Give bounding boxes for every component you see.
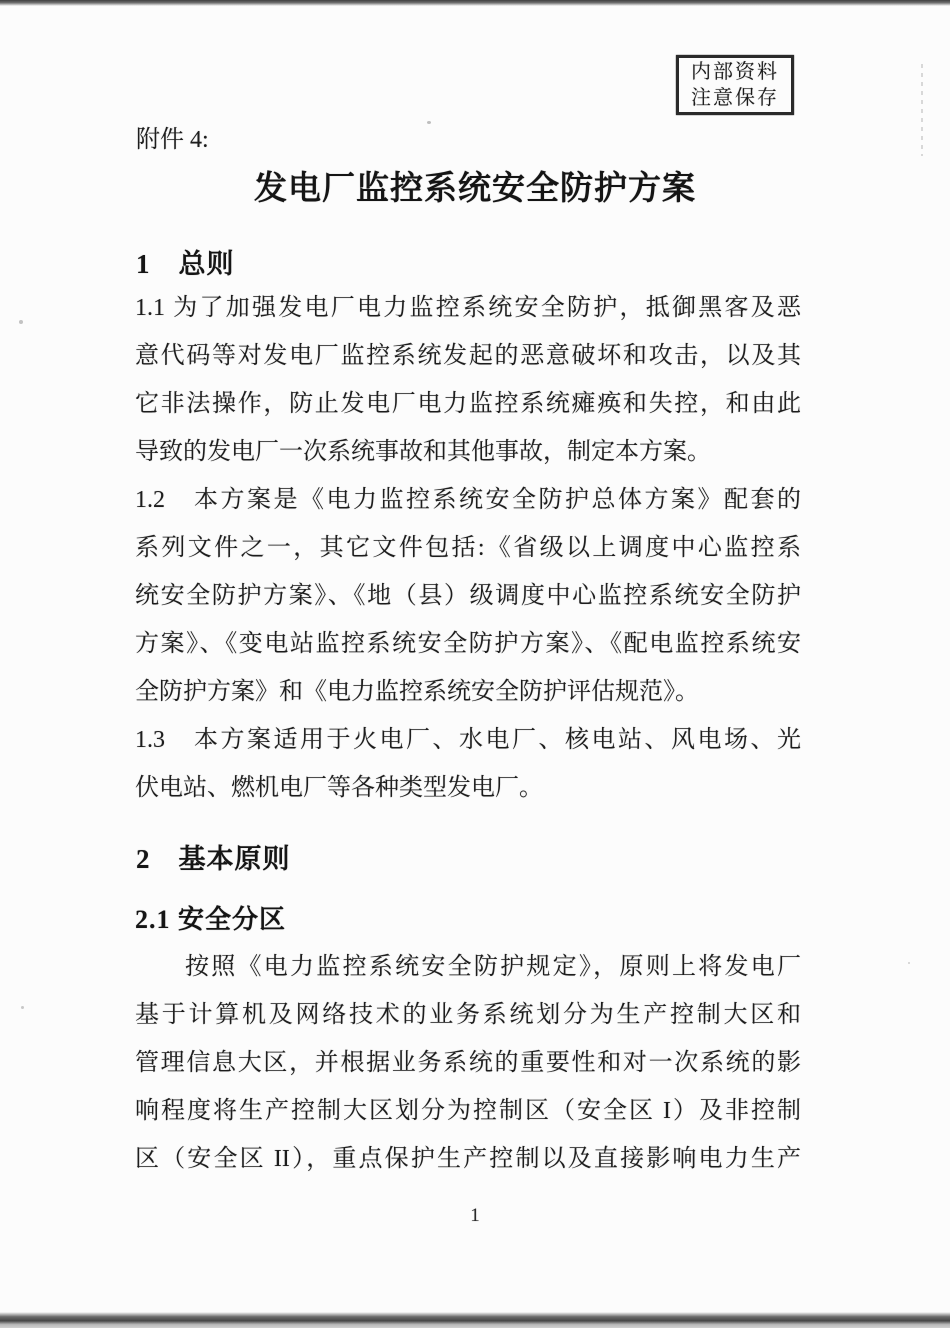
scan-edge-top — [0, 0, 950, 6]
body-line: 方案》、《变电站监控系统安全防护方案》、《配电监控系统安 — [135, 631, 801, 657]
body-line: 全防护方案》和《电力监控系统安全防护评估规范》。 — [135, 679, 699, 705]
body-line: 按照《电力监控系统安全防护规定》，原则上将发电厂 — [185, 954, 801, 980]
body-line: 伏电站、燃机电厂等各种类型发电厂。 — [135, 775, 543, 801]
section-2-1-body — [135, 943, 801, 1183]
page-number: 1 — [470, 1205, 480, 1226]
body-line: 统安全防护方案》、《地（县）级调度中心监控系统安全防护 — [135, 583, 801, 609]
scan-speck — [908, 962, 910, 964]
body-line: 导致的发电厂一次系统事故和其他事故，制定本方案。 — [135, 439, 711, 465]
stamp-line-1: 内部资料 — [691, 61, 779, 83]
body-line: 管理信息大区，并根据业务系统的重要性和对一次系统的影 — [135, 1050, 801, 1076]
body-line: 响程度将生产控制大区划分为控制区（安全区 I）及非控制 — [135, 1098, 801, 1124]
body-line: 系列文件之一，其它文件包括:《省级以上调度中心监控系 — [135, 535, 801, 561]
body-line: 意代码等对发电厂监控系统发起的恶意破坏和攻击，以及其 — [135, 343, 801, 369]
body-line: 1.1 为了加强发电厂电力监控系统安全防护，抵御黑客及恶 — [135, 295, 801, 321]
internal-document-stamp — [676, 55, 794, 115]
section-2-1-heading: 2.1 安全分区 — [135, 905, 287, 934]
body-line: 基于计算机及网络技术的业务系统划分为生产控制大区和 — [135, 1002, 801, 1028]
body-line: 区（安全区 II），重点保护生产控制以及直接影响电力生产 — [135, 1146, 801, 1172]
body-line: 它非法操作，防止发电厂电力监控系统瘫痪和失控，和由此 — [135, 391, 801, 417]
attachment-label: 附件 4: — [136, 127, 209, 153]
scan-dotted-artifact — [921, 64, 923, 156]
scan-speck — [427, 121, 431, 124]
scan-edge-bottom — [0, 1312, 950, 1328]
body-line: 1.3 本方案适用于火电厂、水电厂、核电站、风电场、光 — [135, 727, 801, 753]
scan-speck — [21, 1006, 24, 1009]
section-1-heading: 1 总则 — [136, 249, 235, 279]
section-2-heading: 2 基本原则 — [136, 844, 291, 874]
stamp-line-2: 注意保存 — [691, 87, 779, 109]
body-line: 1.2 本方案是《电力监控系统安全防护总体方案》配套的 — [135, 487, 801, 513]
scan-speck — [19, 320, 23, 324]
document-title: 发电厂监控系统安全防护方案 — [254, 171, 696, 207]
section-1-body — [135, 284, 801, 812]
